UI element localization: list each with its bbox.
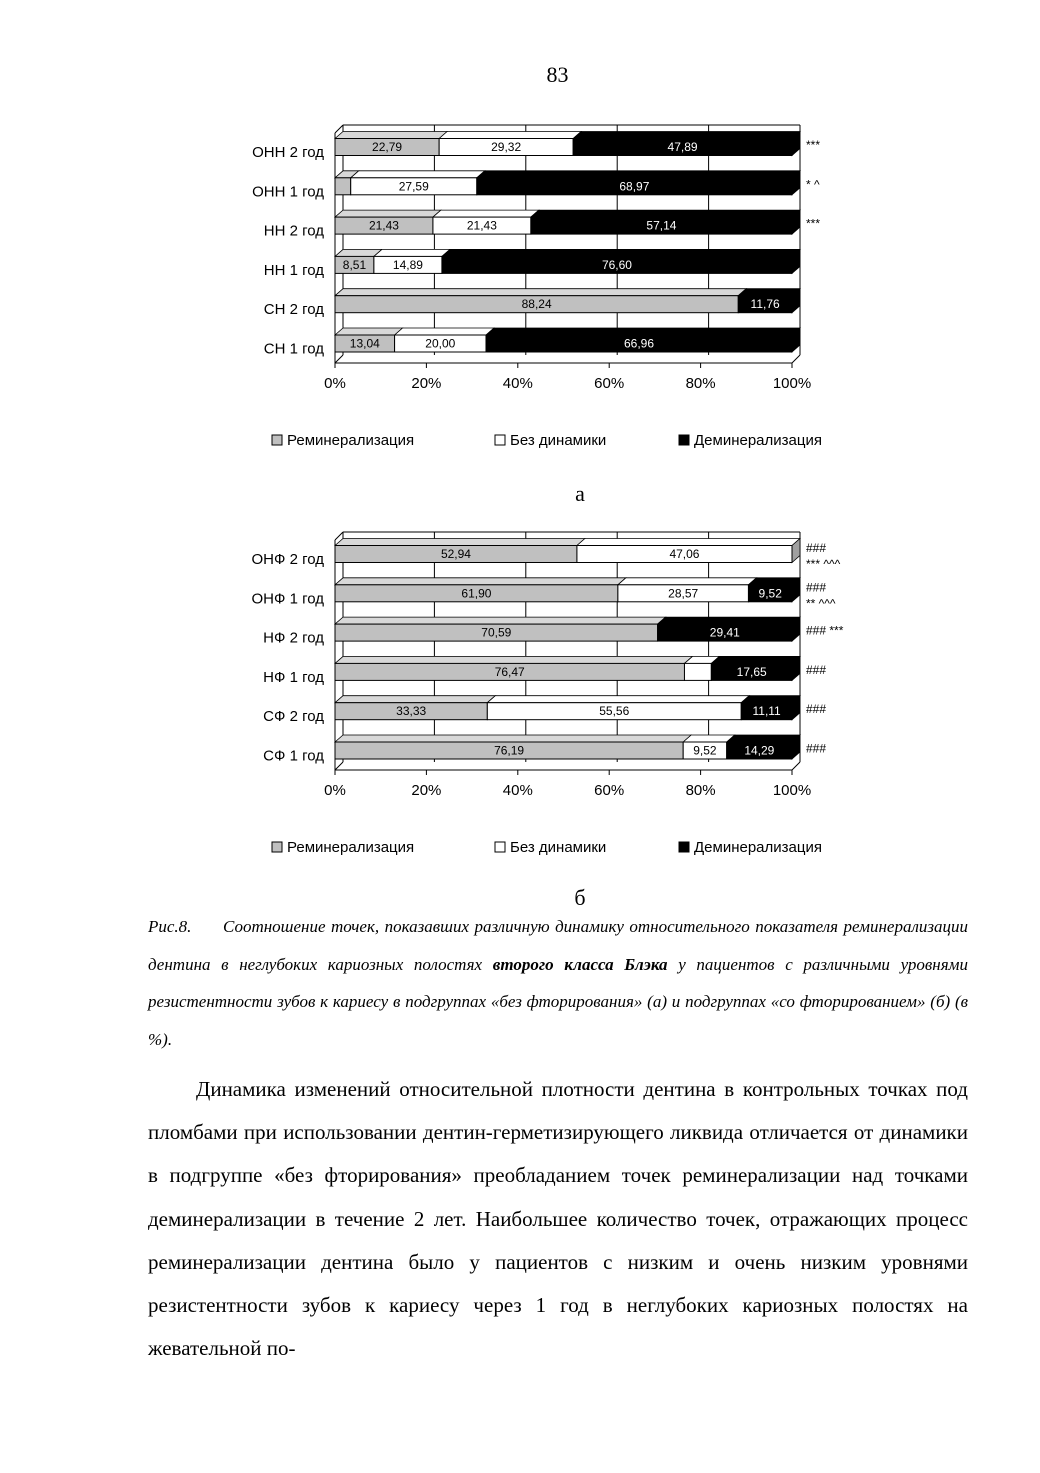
body-paragraph-text: Динамика изменений относительной плотности дентина в контрольных точках под пломбами при использовании дентин-герметизирующего ликвида отличается от динамики в подгруппе «без фторирования» преобладанием точек реминерализации над точками деминерализации в течение 2 лет. Наибольшее количество точек, отражающих процесс реминерализации дентина было у пациентов с низким и очень низким уровнями резистентности зубов к кариесу через 1 год в неглубоких кариозных полостях на жевательной по- xyxy=(148,1077,968,1361)
c1-category-label: ОНФ 1 год xyxy=(251,590,324,608)
c0-data-label: 20,00 xyxy=(425,336,456,351)
c1-data-label: 28,57 xyxy=(668,586,699,601)
c0-category-label: НН 1 год xyxy=(263,261,324,279)
c0-bar-top-face xyxy=(433,210,539,217)
c0-x-tick-label: 80% xyxy=(685,375,716,392)
c1-data-label: 55,56 xyxy=(599,704,630,719)
c0-bar-top-face xyxy=(531,210,800,217)
c0-y-axis-depth xyxy=(335,125,343,133)
c1-data-label: 76,47 xyxy=(494,664,525,679)
c1-data-label: 14,29 xyxy=(744,743,775,758)
page-number: 83 xyxy=(546,62,569,87)
c1-x-tick-label: 40% xyxy=(502,782,533,799)
c0-data-label: 66,96 xyxy=(623,336,655,351)
c0-significance-mark: *** xyxy=(806,216,821,231)
c1-category-label: СФ 1 год xyxy=(263,747,324,765)
c0-x-tick-label: 0% xyxy=(324,375,346,392)
c0-bar-top-face xyxy=(477,171,800,178)
c1-legend-swatch xyxy=(495,842,505,852)
c0-category-label: ОНН 2 год xyxy=(252,144,324,161)
c1-significance-mark: ### xyxy=(806,580,827,595)
c0-legend-swatch xyxy=(679,435,689,445)
c1-bar-top-face xyxy=(335,656,692,663)
c0-bar-top-face xyxy=(573,132,800,139)
c0-data-label: 14,89 xyxy=(392,257,423,272)
c1-data-label: 17,65 xyxy=(736,664,767,679)
c0-legend-label: Без динамики xyxy=(510,432,607,449)
c0-data-label: 13,04 xyxy=(349,336,380,351)
c1-bar-top-face xyxy=(335,578,626,585)
c1-significance-mark: *** ^^^ xyxy=(806,557,841,571)
c1-x-tick-label: 100% xyxy=(772,782,812,799)
c0-bar-top-face xyxy=(335,210,441,217)
c1-bar-top-face xyxy=(335,735,691,742)
c0-x-tick-label: 20% xyxy=(411,375,442,392)
c1-bar-top-face xyxy=(683,735,735,742)
c0-data-label: 21,43 xyxy=(466,218,497,233)
c1-significance-mark: ### xyxy=(806,702,827,717)
c1-data-label: 9,52 xyxy=(693,743,717,758)
c0-x-tick-label: 40% xyxy=(502,375,533,392)
c0-data-label: 27,59 xyxy=(398,179,429,194)
c1-data-label: 33,33 xyxy=(396,704,427,719)
c0-data-label: 88,24 xyxy=(521,297,552,312)
c1-data-label: 47,06 xyxy=(669,547,700,561)
figure-caption xyxy=(148,908,968,1058)
c0-significance-mark: * ^ xyxy=(806,177,820,192)
c1-significance-mark: ** ^^^ xyxy=(806,596,836,611)
c0-data-label: 8,51 xyxy=(342,257,367,272)
c0-bar-top-face xyxy=(351,171,485,178)
caption-lead: Рис.8. xyxy=(148,917,192,936)
c0-bar-top-face xyxy=(335,132,447,139)
c1-bar-top-face xyxy=(577,539,800,546)
c1-significance-mark: ### xyxy=(806,662,827,677)
c1-legend-swatch xyxy=(272,842,282,852)
c0-x-axis-depth xyxy=(792,355,800,363)
c1-category-label: НФ 1 год xyxy=(263,668,324,686)
c0-category-label: СН 1 год xyxy=(263,340,324,358)
chart-b xyxy=(0,522,1040,867)
c0-legend-swatch xyxy=(495,435,505,445)
c1-legend-swatch xyxy=(679,842,689,852)
caption-text-2: у пациентов с различными уровнями резистентности зубов к кариесу в подгруппах «без фторирования» (а) и подгруппах «со фторированием» (б) (в %). xyxy=(148,954,968,1049)
c1-bar-top-face xyxy=(335,696,495,703)
c0-category-label: СН 2 год xyxy=(263,301,324,319)
c0-x-tick-label: 60% xyxy=(594,375,625,392)
c1-x-tick-label: 0% xyxy=(324,782,346,799)
chart-a-svg xyxy=(0,115,1040,460)
chart-a xyxy=(0,115,1040,460)
c1-legend-label: Реминерализация xyxy=(287,839,415,856)
c1-significance-mark: ### *** xyxy=(806,623,844,638)
c1-category-label: ОНФ 2 год xyxy=(251,551,324,568)
c0-data-label: 22,79 xyxy=(372,140,403,154)
c1-data-label: 11,11 xyxy=(752,704,781,719)
panel-letter-a: а xyxy=(575,481,585,506)
c1-bar-top-face xyxy=(748,578,800,585)
c1-data-label: 52,94 xyxy=(440,547,471,561)
c0-data-label: 47,89 xyxy=(667,140,698,154)
c1-legend-label: Деминерализация xyxy=(694,839,822,856)
c1-bar-top-face xyxy=(618,578,757,585)
c1-category-label: НФ 2 год xyxy=(263,629,324,647)
c0-data-label: 21,43 xyxy=(368,218,399,233)
c0-bar-top-face xyxy=(439,132,581,139)
c1-floor-left xyxy=(335,762,343,770)
c0-legend-swatch xyxy=(272,435,282,445)
c1-data-label: 70,59 xyxy=(481,625,512,640)
c1-data-label: 61,90 xyxy=(461,586,492,601)
c1-data-label: 29,41 xyxy=(709,625,740,640)
caption-bold: второго класса Блэка xyxy=(492,954,668,974)
c0-data-label: 29,32 xyxy=(491,140,522,154)
c0-x-tick-label: 100% xyxy=(772,375,812,392)
c1-category-label: СФ 2 год xyxy=(263,708,324,726)
c0-bar-top-face xyxy=(486,328,800,335)
panel-letter-b: б xyxy=(574,885,586,910)
c1-bar-top-face xyxy=(711,656,800,663)
c0-bar-top-face xyxy=(335,328,403,335)
c1-bar-top-face xyxy=(658,617,800,624)
c0-data-label: 57,14 xyxy=(646,218,677,233)
c1-legend-label: Без динамики xyxy=(510,839,607,856)
c1-bar-top-face xyxy=(727,735,800,742)
c0-bar-top-face xyxy=(442,249,800,256)
chart-b-svg xyxy=(0,522,1040,867)
c0-data-label: 76,60 xyxy=(601,257,632,272)
c0-data-label: 68,97 xyxy=(619,179,650,194)
c1-bar-top-face xyxy=(335,617,666,624)
c1-bar-segment xyxy=(684,663,711,680)
c0-significance-mark: *** xyxy=(806,138,821,152)
c1-y-axis-depth xyxy=(335,532,343,540)
caption-text-1: Соотношение точек, показавших различную динамику относительного показателя реминерализации дентина в неглубоких кариозных полостях xyxy=(148,917,968,974)
c0-bar-top-face xyxy=(374,249,450,256)
c0-bar-top-face xyxy=(738,289,800,296)
c0-category-label: ОНН 1 год xyxy=(252,183,324,201)
c0-legend-label: Реминерализация xyxy=(287,432,415,449)
c0-bar-top-face xyxy=(335,289,746,296)
body-paragraph xyxy=(148,1068,968,1370)
c1-x-tick-label: 20% xyxy=(411,782,442,799)
c0-floor-left xyxy=(335,355,343,363)
c0-bar-segment xyxy=(335,178,351,195)
c1-x-tick-label: 80% xyxy=(685,782,716,799)
c1-x-axis-depth xyxy=(792,762,800,770)
c0-legend-label: Деминерализация xyxy=(694,432,822,449)
c1-bar-top-face xyxy=(487,696,749,703)
c1-bar-top-face xyxy=(335,539,585,546)
c0-category-label: НН 2 год xyxy=(263,222,324,240)
c1-bar-top-face xyxy=(741,696,800,703)
c0-data-label: 11,76 xyxy=(750,297,780,312)
c1-x-tick-label: 60% xyxy=(594,782,625,799)
c1-significance-mark: ### xyxy=(806,541,827,555)
c1-data-label: 76,19 xyxy=(494,743,525,758)
c1-significance-mark: ### xyxy=(806,741,827,756)
c1-data-label: 9,52 xyxy=(758,586,782,601)
c0-bar-top-face xyxy=(395,328,494,335)
